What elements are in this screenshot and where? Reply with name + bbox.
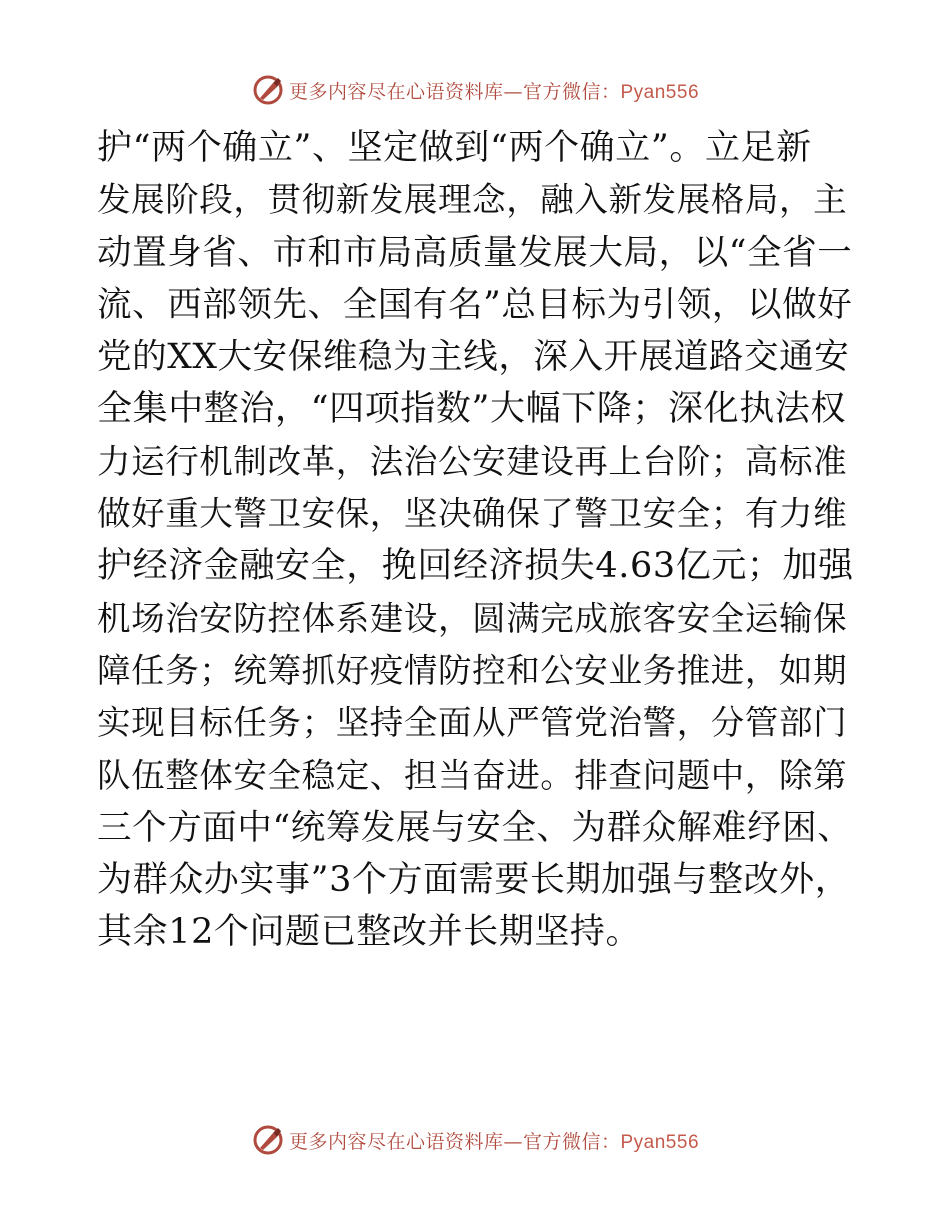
document-body [97,122,857,959]
paragraph-line: 实现目标任务；坚持全面从严管党治警，分管部门 [97,703,848,743]
watermark-account: Pyan556 [620,81,700,103]
paragraph-line: 做好重大警卫安保，坚决确保了警卫安全；有力维 [97,494,848,534]
paragraph-line: 护经济金融安全，挽回经济损失4.63亿元；加强 [97,546,854,587]
pen-nib-circle-icon [251,73,285,107]
paragraph-line: 其余12个问题已整改并长期坚持。 [97,912,642,953]
pen-nib-circle-icon [251,1123,285,1157]
paragraph-line: 党的XX大安保维稳为主线，深入开展道路交通安 [97,337,850,378]
paragraph-line: 全集中整治，“四项指数”大幅下降；深化执法权 [97,389,846,430]
paragraph-line: 护“两个确立”、坚定做到“两个确立”。立足新 [97,128,812,168]
paragraph-line: 机场治安防控体系建设，圆满完成旅客安全运输保 [97,598,848,638]
footer-watermark [0,1120,950,1160]
paragraph-line: 动置身省、市和市局高质量发展大局，以“全省一 [97,232,853,273]
watermark-text [289,77,699,104]
paragraph-line: 三个方面中“统筹发展与安全、为群众解难纾困、 [97,807,853,848]
watermark-prefix: 更多内容尽在心语资料库—官方微信： [288,1130,621,1153]
paragraph-line: 为群众办实事”3个方面需要长期加强与整改外， [97,860,851,901]
watermark-prefix: 更多内容尽在心语资料库—官方微信： [288,80,621,103]
paragraph-line: 流、西部领先、全国有名”总目标为引领，以做好 [97,284,853,325]
watermark-account: Pyan556 [620,1131,700,1153]
paragraph-line: 障任务；统筹抓好疫情防控和公安业务推进，如期 [97,650,848,690]
paragraph-line: 发展阶段，贯彻新发展理念，融入新发展格局，主 [97,180,848,220]
paragraph-line: 队伍整体安全稳定、担当奋进。排查问题中，除第 [97,755,848,795]
watermark-text [289,1127,699,1154]
header-watermark [0,70,950,110]
paragraph-line: 力运行机制改革，法治公安建设再上台阶；高标准 [97,441,848,481]
